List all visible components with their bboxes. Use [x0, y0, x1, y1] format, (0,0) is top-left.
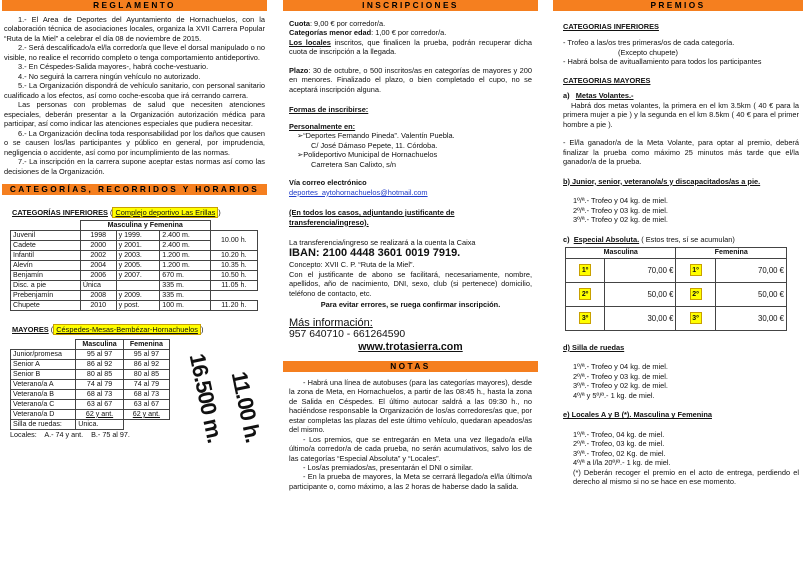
d-prize-2: 2º/ª.- Trofeo y 03 kg. de miel.	[573, 371, 668, 381]
cell: 2.400 m.	[160, 231, 210, 241]
menor-label: Categorías menor edad	[289, 28, 372, 38]
cell: Benjamín	[11, 271, 81, 281]
mayores-place: Céspedes-Mesas-Bembézar-Hornachuelos	[53, 324, 201, 335]
cell: Juvenil	[11, 231, 81, 241]
cell: 63 al 67	[123, 399, 169, 409]
concepto: Concepto: XVII C. P. “Ruta de la Miel”.	[289, 260, 415, 270]
locales-label: Los locales	[289, 37, 331, 47]
cell: 100 m.	[160, 301, 210, 311]
mas-info-label: Más información:	[289, 316, 373, 329]
cell: 1998	[80, 231, 116, 241]
metas-text: Habrá dos metas volantes, la primera en el km 3.5km ( 40 € para la primera mujer a pie ) y la segunda en el km 8.5km ( 40 € para el primer hombre a pie ).	[563, 100, 799, 129]
inferiores-label: CATEGORÍAS INFERIORES	[12, 207, 108, 217]
cell: Cadete	[11, 241, 81, 251]
b-prize-1: 1º/ª.- Trofeo y 04 kg. de miel.	[573, 196, 668, 206]
inferiores-table	[10, 220, 258, 311]
cell: 2004	[80, 261, 116, 271]
medal-3-f: 3º	[690, 312, 702, 324]
cell: Prebenjamín	[11, 291, 81, 301]
b-prize-2: 2º/ª.- Trofeo y 03 kg. de miel.	[573, 205, 668, 215]
cell: 70,00 €	[715, 258, 786, 282]
cell: 63 al 67	[76, 399, 124, 409]
cell: Senior B	[11, 369, 76, 379]
premios-header: PREMIOS	[553, 0, 803, 11]
table-row	[11, 379, 170, 389]
cell: 2002	[80, 251, 116, 261]
e-prize-4: 4º/ª a l/la 20º/ª.- 1 kg. de miel.	[573, 458, 671, 468]
cell: 2.400 m.	[160, 241, 210, 251]
premios-column	[553, 0, 803, 487]
menor-value: : 1,00 € por corredor/a.	[371, 28, 447, 38]
d-label: d) Silla de ruedas	[563, 342, 625, 352]
cell: Chupete	[11, 301, 81, 311]
abs-head-f: Femenina	[676, 247, 787, 258]
reglamento-header: REGLAMENTO	[2, 0, 267, 11]
reglamento-column	[2, 0, 267, 445]
d-prize-4: 4º/ª y 5º/ª.- 1 kg. de miel.	[573, 390, 655, 400]
cat-may-label: CATEGORIAS MAYORES	[563, 75, 651, 85]
inf-prize-2: - Habrá bolsa de avituallamiento para todos los participantes	[563, 57, 762, 67]
cell: 1.200 m.	[160, 261, 210, 271]
inferiores-table-head: Masculina y Femenina	[80, 221, 210, 231]
arrow-icon: ➢	[297, 150, 304, 160]
cell: 80 al 85	[123, 369, 169, 379]
cell: 30,00 €	[605, 306, 676, 330]
inferiores-place: Complejo deportivo Las Erillas	[112, 207, 218, 218]
metas-letter: a)	[563, 91, 570, 101]
todos-note: (En todos los casos, adjuntando justificante de transferencia/ingreso).	[289, 208, 455, 227]
cat-inf-label: CATEGORIAS INFERIORES	[563, 22, 659, 31]
place-2-address: Carretera San Calixto, s/n	[311, 159, 397, 169]
rule-2: 2.- Será descalificado/a el/la corredor/a que lleve el dorsal manipulado o no visible, no realice el recorrido completo o tenga comportamiento antideportivo.	[4, 43, 265, 62]
evitar-note: Para evitar errores, se ruega confirmar inscripción.	[320, 300, 501, 310]
locales-a: A.- 74 y ant.	[44, 429, 84, 439]
nota-1: - Habrá una línea de autobuses (para las categorías mayores), desde la zona de Meta, en Hornachuelos, a partir de las 08:45 h., hasta la zona de Salida en Céspedes. El último autocar saldrá a las 09:30 h., no haciéndose responsable la Organización de los/as corredores/as que, por estar completas las plazas del este último vehículo, quedaran apeados/as del mismo.	[289, 377, 532, 435]
cell: 70,00 €	[605, 258, 676, 282]
table-row	[11, 419, 170, 429]
time-cell: 10.50 h.	[210, 271, 257, 281]
table-row	[11, 251, 258, 261]
nota-4: - En la prueba de mayores, la Meta se cerrará llegado/a el/la último/a participante o, como máximo, a las 2 horas de haberse dado la salida.	[289, 472, 532, 491]
inscripciones-column	[283, 0, 538, 491]
rule-5: 5.- La Organización dispondrá de vehículo sanitario, con personal sanitario cualificado a los efectos, así como coche-escoba que irá cerrando carrera.	[4, 81, 265, 100]
medal-2-m: 2º	[579, 288, 591, 300]
table-row	[11, 359, 170, 369]
time-cell: 10.00 h.	[210, 231, 257, 251]
medal-2-f: 2º	[690, 288, 702, 300]
rule-5b: Las personas con problemas de salud que necesiten atenciones especiales, deberán presentar a la Organización autorización médica para participar, así como indicar las atenciones especiales que pudiera necesitar.	[4, 100, 265, 129]
transfer-text: La transferencia/ingreso se realizará a la cuenta la Caixa	[289, 237, 476, 247]
iban: IBAN: 2100 4448 3601 0019 7919.	[289, 247, 461, 260]
cell: 95 al 97	[76, 349, 124, 359]
table-row	[11, 291, 258, 301]
mayores-label-row: MAYORES ( Céspedes-Mesas-Bembézar-Hornachuelos )	[12, 325, 204, 335]
cell: Infantil	[11, 251, 81, 261]
cell: y post.	[116, 301, 160, 311]
e-prize-2: 2º/ª.- Trofeo, 03 kg. de miel.	[573, 439, 665, 449]
cell: 62 y ant.	[123, 409, 169, 419]
table-row	[566, 258, 787, 282]
cell: 62 y ant.	[76, 409, 124, 419]
d-prize-1: 1º/ª.- Trofeo y 04 kg. de miel.	[573, 362, 668, 372]
mayores-time: 11.00 h.	[226, 369, 266, 445]
locales-label: Locales:	[10, 429, 37, 439]
e-prize-1: 1º/ª.- Trofeo, 04 kg. de miel.	[573, 429, 665, 439]
place-2: Polideportivo Municipal de Hornachuelos	[303, 150, 438, 160]
cell: 86 al 92	[76, 359, 124, 369]
cell: y 2007.	[116, 271, 160, 281]
cell: Veterano/a A	[11, 379, 76, 389]
cell: Senior A	[11, 359, 76, 369]
table-row	[11, 369, 170, 379]
cell: 95 al 97	[123, 349, 169, 359]
cell: 335 m.	[160, 281, 210, 291]
cell	[116, 281, 160, 291]
inscripciones-header: INSCRIPCIONES	[283, 0, 538, 11]
inf-prize-1: - Trofeo a las/os tres primeras/os de cada categoría.	[563, 38, 735, 48]
e-prize-3: 3º/ª.- Trofeo, 02 Kg. de miel.	[573, 448, 666, 458]
notas-header: NOTAS	[283, 361, 538, 372]
via-label: Vía correo electrónico	[289, 178, 367, 188]
cell: 50,00 €	[605, 282, 676, 306]
cell: 86 al 92	[123, 359, 169, 369]
nota-3: - Los/as premiados/as, presentarán el DNI o similar.	[303, 463, 474, 472]
table-row	[11, 271, 258, 281]
cell: Única	[80, 281, 116, 291]
cell: 335 m.	[160, 291, 210, 301]
e-label: e) Locales A y B (*). Masculina y Femenina	[563, 410, 712, 420]
inf-prize-1-note: (Excepto chupete)	[618, 47, 678, 57]
b-prize-3: 3º/ª.- Trofeo y 02 kg. de miel.	[573, 215, 668, 225]
cell: 670 m.	[160, 271, 210, 281]
table-row	[11, 261, 258, 271]
table-row	[11, 409, 170, 419]
table-row	[11, 349, 170, 359]
plazo-text: : 30 de octubre, o 500 inscritos/as en categorías de mayores y 200 en menores. Finalizado el plazo, o bien completado el cupo, no se aceptará inscripción alguna.	[289, 65, 532, 94]
cell: 1.200 m.	[160, 251, 210, 261]
medal-1-f: 1º	[690, 264, 702, 276]
cell: 2008	[80, 291, 116, 301]
cell: y 2009.	[116, 291, 160, 301]
locales-text: inscritos, que finalicen la prueba, podrán recuperar dicha cuota de inscripción a la llegada.	[289, 37, 532, 57]
cell: 74 al 79	[76, 379, 124, 389]
rule-1: 1.- El Area de Deportes del Ayuntamiento de Hornachuelos, con la colaboración técnica de asociaciones locales, organiza la XVII Carrera Popular “Ruta de la Miel” a celebrar el día 08 de noviembre de 2015.	[4, 15, 265, 43]
cell: 68 al 73	[123, 389, 169, 399]
arrow-icon: ➢	[297, 131, 304, 141]
time-cell: 11.20 h.	[210, 301, 257, 311]
phones: 957 640710 - 661264590	[289, 328, 406, 340]
cell: 50,00 €	[715, 282, 786, 306]
cell: y 2003.	[116, 251, 160, 261]
table-row	[11, 399, 170, 409]
cell: Silla de ruedas:	[11, 419, 76, 429]
medal-3-m: 3º	[579, 312, 591, 324]
cell: Unica.	[76, 419, 124, 429]
personal-label: Personalmente en:	[289, 121, 356, 131]
rule-3: 3.- En Céspedes-Salida mayores-, habrá coche-vestuario.	[18, 62, 209, 72]
cell: 2000	[80, 241, 116, 251]
table-row	[11, 301, 258, 311]
cuota-label: Cuota	[289, 19, 310, 28]
medal-1-m: 1º	[579, 264, 591, 276]
cell: 2006	[80, 271, 116, 281]
formas-label: Formas de inscribirse:	[289, 105, 369, 115]
table-row	[11, 231, 258, 241]
cell: 68 al 73	[76, 389, 124, 399]
absoluta-table	[565, 247, 787, 331]
cuota-value: : 9,00 € por corredor/a.	[309, 19, 386, 28]
mayores-table	[10, 339, 170, 430]
time-cell: 10.35 h.	[210, 261, 257, 271]
time-cell: 11.05 h.	[210, 281, 257, 291]
time-cell: 10.20 h.	[210, 251, 257, 261]
c-title: Especial Absoluta.	[573, 234, 640, 244]
b-label: b) Junior, senior, veterano/a/s y discapacitados/as a pie.	[563, 176, 761, 186]
justificante: Con el justificante de abono se facilitará, necesariamente, nombre, apellidos, año de nacimiento, DNI, sexo, club (si pertenece) domicilio, teléfono de contacto, etc.	[289, 269, 532, 298]
nota-2: - Los premios, que se entregarán en Meta una vez llegado/a el/la último/a corredor/a de cada prueba, no serán acumulativos, salvo los de las categorías “Especial Absoluta” y “Locales”.	[289, 434, 532, 463]
place-1: “Deportes Fernando Pineda”. Valentín Puebla.	[303, 131, 455, 141]
cell: Veterano/a C	[11, 399, 76, 409]
cell: 2010	[80, 301, 116, 311]
inferiores-label-row: CATEGORÍAS INFERIORES ( Complejo deportivo Las Erillas )	[12, 207, 221, 217]
d-prize-3: 3º/ª.- Trofeo y 02 kg. de miel.	[573, 381, 668, 391]
rule-7: 7.- La inscripción en la carrera supone aceptar estas normas así como las decisiones de la Organización.	[4, 157, 265, 176]
table-row	[566, 306, 787, 330]
plazo-label: Plazo	[289, 65, 309, 75]
cell: 74 al 79	[123, 379, 169, 389]
categorias-header: CATEGORÍAS, RECORRIDOS Y HORARIOS	[2, 184, 267, 195]
notas-list	[283, 372, 538, 492]
c-note: ( Estos tres, sí se acumulan)	[639, 234, 735, 244]
e-note: (*) Deberán recoger el premio en el acto de entrega, perdiendo el derecho al mismo si no se hace en ese momento.	[573, 467, 799, 487]
cell: y 2005.	[116, 261, 160, 271]
cell: 80 al 85	[76, 369, 124, 379]
ganador-note: - El/la ganador/a de la Meta Volante, para optar al premio, deberá finalizar la prueba como máximo 25 minutos más tarde que el/la ganador/a de la prueba.	[563, 138, 799, 167]
table-row	[11, 389, 170, 399]
cell: Veterano/a D	[11, 409, 76, 419]
table-row	[11, 281, 258, 291]
locales-b: B.- 75 al 97.	[91, 429, 130, 439]
cell: 30,00 €	[715, 306, 786, 330]
cell: y 2001.	[116, 241, 160, 251]
abs-head-m: Masculina	[566, 247, 676, 258]
web-link[interactable]: www.trotasierra.com	[358, 340, 463, 353]
cell: y 1999.	[116, 231, 160, 241]
mayores-head-m: Masculina	[76, 339, 124, 349]
rule-4: 4.- No seguirá la carrera ningún vehículo no autorizado.	[18, 71, 201, 81]
cell: Veterano/a B	[11, 389, 76, 399]
rules-list	[2, 11, 267, 176]
cell: Disc. a pie	[11, 281, 81, 291]
table-row	[566, 282, 787, 306]
mayores-label: MAYORES	[12, 325, 49, 335]
mayores-distance: 16.500 m.	[184, 351, 228, 445]
metas-label: Metas Volantes.-	[575, 91, 634, 101]
email-link[interactable]: deportes_aytohornachuelos@hotmail.com	[289, 187, 428, 197]
mayores-head-f: Femenina	[123, 339, 169, 349]
place-1-address: C/ José Dámaso Pepete, 11. Córdoba.	[311, 140, 438, 150]
cell: Junior/promesa	[11, 349, 76, 359]
c-letter: c)	[563, 234, 570, 244]
cell: Alevín	[11, 261, 81, 271]
rule-6: 6.- La Organización declina toda responsabilidad por los daños que causen o se causen los/las participantes y público en general, por imprudencia, negligencia o accidente, así como por incumplimiento de las normas.	[4, 128, 265, 157]
